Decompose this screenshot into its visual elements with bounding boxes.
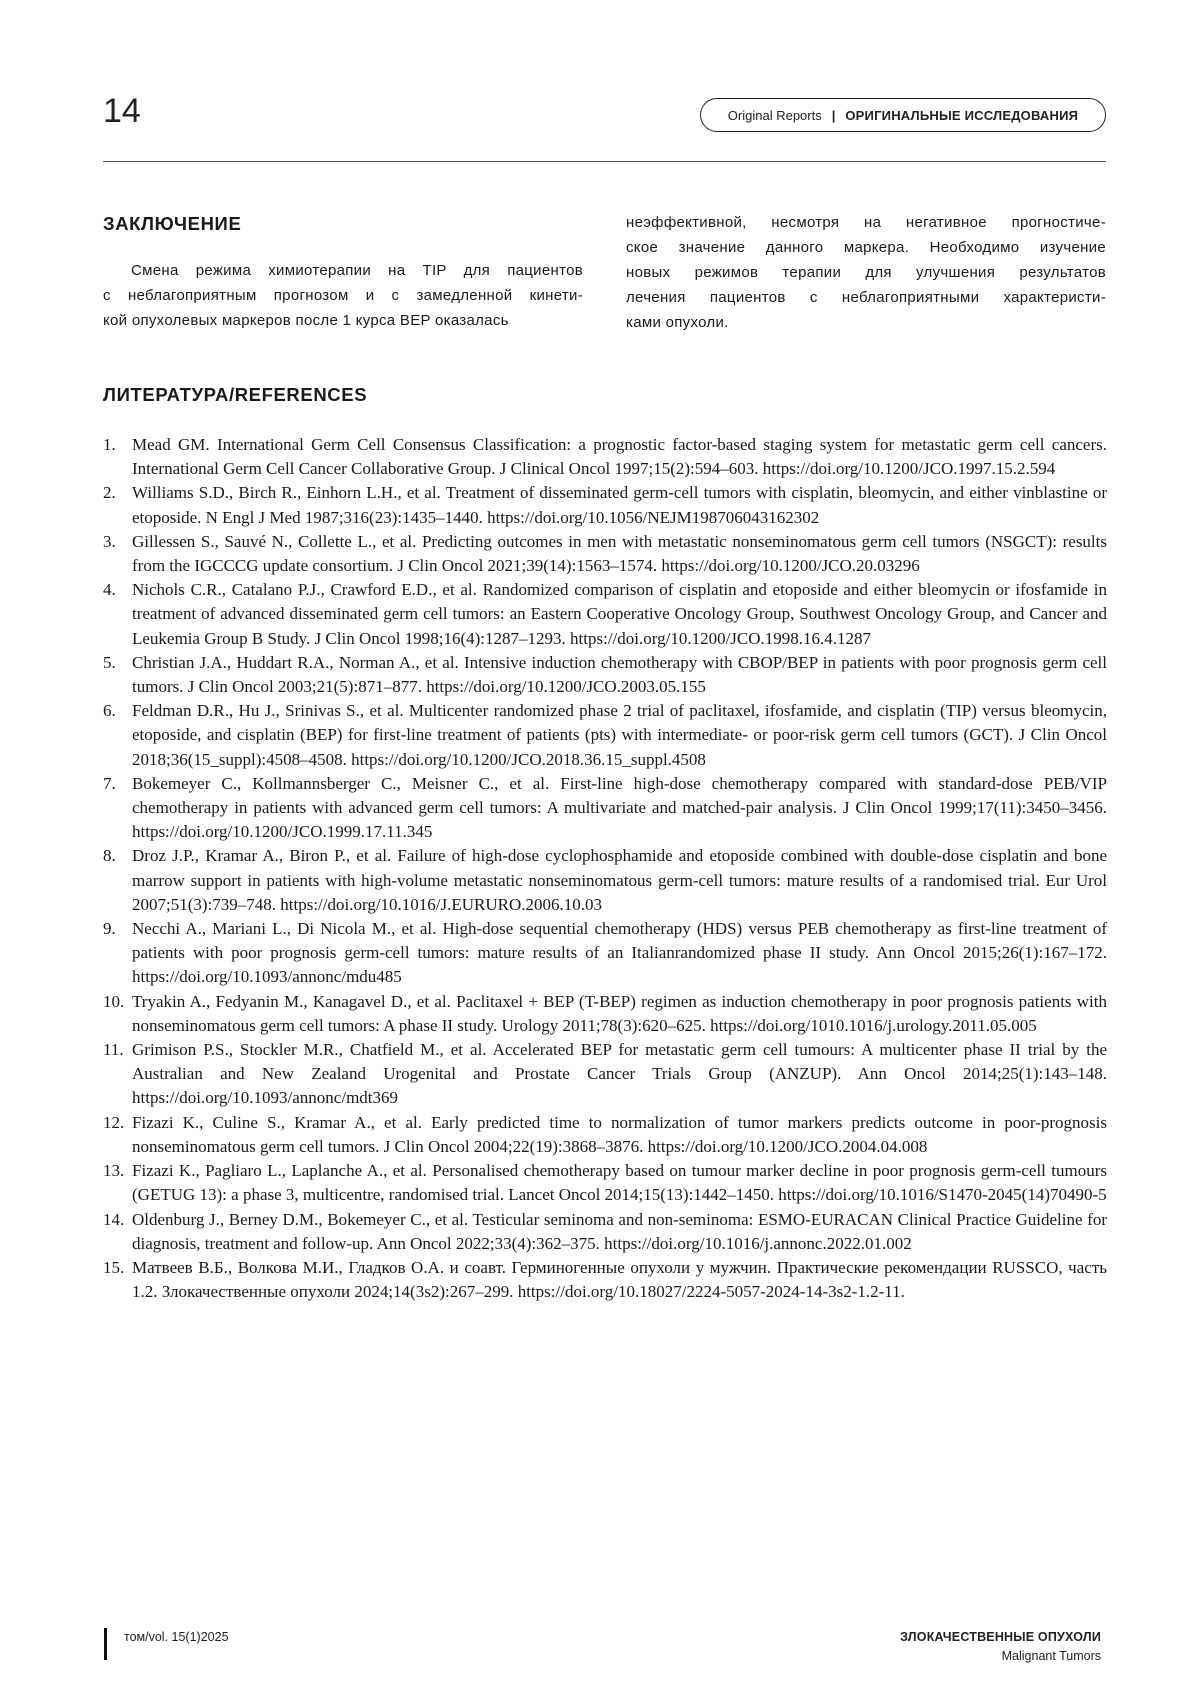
reference-item <box>103 481 1107 529</box>
footer-bar <box>104 1628 107 1660</box>
reference-text: Christian J.A., Huddart R.A., Norman A., et al. Intensive induction chemotherapy with CBOP/BEP in patients with poor prognosis germ cell tumors. J Clin Oncol 2003;21(5):871–877. https://doi.org/10.1200/JCO.2003.05.155 <box>132 652 1107 697</box>
conclusion-right-column <box>626 210 1106 335</box>
reference-number: 8. <box>103 846 116 866</box>
reference-number: 10. <box>103 991 125 1011</box>
reference-text: Grimison P.S., Stockler M.R., Chatfield M., et al. Accelerated BEP for metastatic germ cell tumours: A multicenter phase II trial by the Australian and New Zealand Urogenital and Prostate Cancer Trials Group (ANZUP). Ann Oncol 2014;25(1):143–148. https://doi.org/10.1093/annonc/mdt369 <box>132 1040 1107 1108</box>
reference-item <box>103 530 1107 578</box>
reference-item <box>103 1111 1107 1159</box>
reference-item <box>103 1159 1107 1207</box>
reference-number: 6. <box>103 701 116 721</box>
reference-number: 9. <box>103 919 116 939</box>
page-number: 14 <box>103 92 141 130</box>
reference-number: 15. <box>103 1257 125 1277</box>
section-header-badge <box>700 98 1106 132</box>
reference-text: Nichols C.R., Catalano P.J., Crawford E.D., et al. Randomized comparison of cisplatin and etoposide and either bleomycin or ifosfamide in treatment of advanced disseminated germ cell tumors: an Eastern Cooperative Oncology Group, Southwest Oncology Group, and Cancer and Leukemia Group B Study. J Clin Oncol 1998;16(4):1287–1293. https://doi.org/10.1200/JCO.1998.16.4.1287 <box>132 580 1107 648</box>
footer-journal-ru: ЗЛОКАЧЕСТВЕННЫЕ ОПУХОЛИ <box>900 1630 1101 1644</box>
reference-item <box>103 651 1107 699</box>
section-label-ru: ОРИГИНАЛЬНЫЕ ИССЛЕДОВАНИЯ <box>845 107 1079 123</box>
reference-number: 5. <box>103 652 116 672</box>
reference-text: Williams S.D., Birch R., Einhorn L.H., et al. Treatment of disseminated germ-cell tumors with cisplatin, bleomycin, and either vinblastine or etoposide. N Engl J Med 1987;316(23):1435–1440. https://doi.org/10.1056/NEJM198706043162302 <box>132 483 1107 527</box>
reference-text: Droz J.P., Kramar A., Biron P., et al. Failure of high-dose cyclophosphamide and etoposide combined with double-dose cisplatin and bone marrow support in patients with high-volume metastatic nonseminomatous germ-cell tumors: mature results of a randomised trial. Eur Urol 2007;51(3):739–748. https://doi.org/10.1016/J.EURURO.2006.10.03 <box>132 846 1107 914</box>
reference-text: Mead GM. International Germ Cell Consensus Classification: a prognostic factor-based staging system for metastatic germ cell cancers. International Germ Cell Cancer Collaborative Group. J Clinical Oncol 1997;15(2):594–603. https://doi.org/10.1200/JCO.1997.15.2.594 <box>132 435 1107 479</box>
reference-item <box>103 1208 1107 1256</box>
reference-item <box>103 1038 1107 1111</box>
reference-number: 12. <box>103 1112 125 1132</box>
conclusion-text-line: неэффективной, несмотря на негативное прогностиче- <box>626 214 1106 231</box>
conclusion-text-line: Смена режима химиотерапии на TIP для пациентов <box>131 262 583 279</box>
footer-journal-en: Malignant Tumors <box>1001 1649 1101 1663</box>
reference-number: 11. <box>103 1040 124 1060</box>
reference-item <box>103 844 1107 917</box>
reference-text: Feldman D.R., Hu J., Srinivas S., et al. Multicenter randomized phase 2 trial of paclitaxel, ifosfamide, and cisplatin (TIP) versus bleomycin, etoposide, and cisplatin (BEP) for first-line treatment of patients (pts) with intermediate- or poor-risk germ cell tumors (GCT). J Clin Oncol 2018;36(15_suppl):4508–4508. https://doi.org/10.1200/JCO.2018.36.15_suppl.4508 <box>132 701 1107 769</box>
section-separator: | <box>831 107 836 123</box>
reference-item <box>103 578 1107 651</box>
reference-number: 3. <box>103 531 116 551</box>
reference-text: Gillessen S., Sauvé N., Collette L., et al. Predicting outcomes in men with metastatic nonseminomatous germ cell tumors (NSGCT): results from the IGCCCG update consortium. J Clin Oncol 2021;39(14):1563–1574. https://doi.org/10.1200/JCO.20.03296 <box>132 531 1107 576</box>
references-heading: ЛИТЕРАТУРА/REFERENCES <box>103 384 368 405</box>
reference-item <box>103 433 1107 481</box>
header-divider <box>103 161 1106 162</box>
reference-text: Матвеев В.Б., Волкова М.И., Гладков О.А. и соавт. Герминогенные опухоли у мужчин. Практические рекомендации RUSSCO, часть 1.2. Злокачественные опухоли 2024;14(3s2):267–299. https://doi.org/10.18027/2224-5057-2024-14-3s2-1.2-11. <box>132 1257 1107 1302</box>
reference-number: 7. <box>103 773 116 793</box>
conclusion-text-line: кой опухолевых маркеров после 1 курса BEP оказалась <box>103 312 509 329</box>
conclusion-heading: ЗАКЛЮЧЕНИЕ <box>103 213 242 234</box>
reference-number: 13. <box>103 1161 125 1181</box>
conclusion-text-line: ками опухоли. <box>626 314 729 331</box>
reference-item <box>103 1256 1107 1304</box>
reference-item <box>103 990 1107 1038</box>
conclusion-text-line: новых режимов терапии для улучшения результатов <box>626 264 1106 281</box>
conclusion-left-column <box>103 258 583 333</box>
reference-text: Necchi A., Mariani L., Di Nicola M., et al. High-dose sequential chemotherapy (HDS) versus PEB chemotherapy as first-line treatment of patients with poor prognosis germ-cell tumors: mature results of an Italianrandomized phase II study. Ann Oncol 2015;26(1):167–172. https://doi.org/10.1093/annonc/mdu485 <box>132 919 1107 987</box>
reference-list <box>103 433 1107 1304</box>
reference-text: Fizazi K., Culine S., Kramar A., et al. Early predicted time to normalization of tumor markers predicts outcome in poor-prognosis nonseminomatous germ cell tumors. J Clin Oncol 2004;22(19):3868–3876. https://doi.org/10.1200/JCO.2004.04.008 <box>132 1112 1107 1156</box>
conclusion-text-line: с неблагоприятным прогнозом и с замедленной кинети- <box>103 287 583 304</box>
reference-number: 2. <box>103 483 116 503</box>
reference-item <box>103 699 1107 772</box>
section-label-en: Original Reports <box>727 107 822 123</box>
reference-number: 4. <box>103 580 116 600</box>
reference-number: 1. <box>103 435 116 454</box>
reference-number: 14. <box>103 1209 125 1229</box>
reference-item <box>103 917 1107 990</box>
reference-text: Bokemeyer C., Kollmannsberger C., Meisner C., et al. First-line high-dose chemotherapy compared with standard-dose PEB/VIP chemotherapy in patients with advanced germ cell tumors: A multivariate and matched-pair analysis. J Clin Oncol 1999;17(11):3450–3456. https://doi.org/10.1200/JCO.1999.17.11.345 <box>132 773 1107 842</box>
reference-text: Oldenburg J., Berney D.M., Bokemeyer C., et al. Testicular seminoma and non-seminoma: ESMO-EURACAN Clinical Practice Guideline for diagnosis, treatment and follow-up. Ann Oncol 2022;33(4):362–375. https://doi.org/10.1016/j.annonc.2022.01.002 <box>132 1209 1107 1253</box>
footer-volume: том/vol. 15(1)2025 <box>124 1630 229 1644</box>
reference-text: Tryakin A., Fedyanin M., Kanagavel D., et al. Paclitaxel + BEP (T-BEP) regimen as induction chemotherapy in poor prognosis patients with nonseminomatous germ cell tumors: A phase II study. Urology 2011;78(3):620–625. https://doi.org/1010.1016/j.urology.2011.05.005 <box>132 991 1107 1035</box>
conclusion-text-line: лечения пациентов с неблагоприятными характеристи- <box>626 289 1106 306</box>
reference-text: Fizazi K., Pagliaro L., Laplanche A., et al. Personalised chemotherapy based on tumour marker decline in poor prognosis germ-cell tumours (GETUG 13): a phase 3, multicentre, randomised trial. Lancet Oncol 2014;15(13):1442–1450. https://doi.org/10.1016/S1470-2045(14)70490-5 <box>132 1161 1107 1205</box>
footer-journal <box>900 1628 1101 1666</box>
reference-item <box>103 772 1107 845</box>
conclusion-text-line: ское значение данного маркера. Необходимо изучение <box>626 239 1106 256</box>
